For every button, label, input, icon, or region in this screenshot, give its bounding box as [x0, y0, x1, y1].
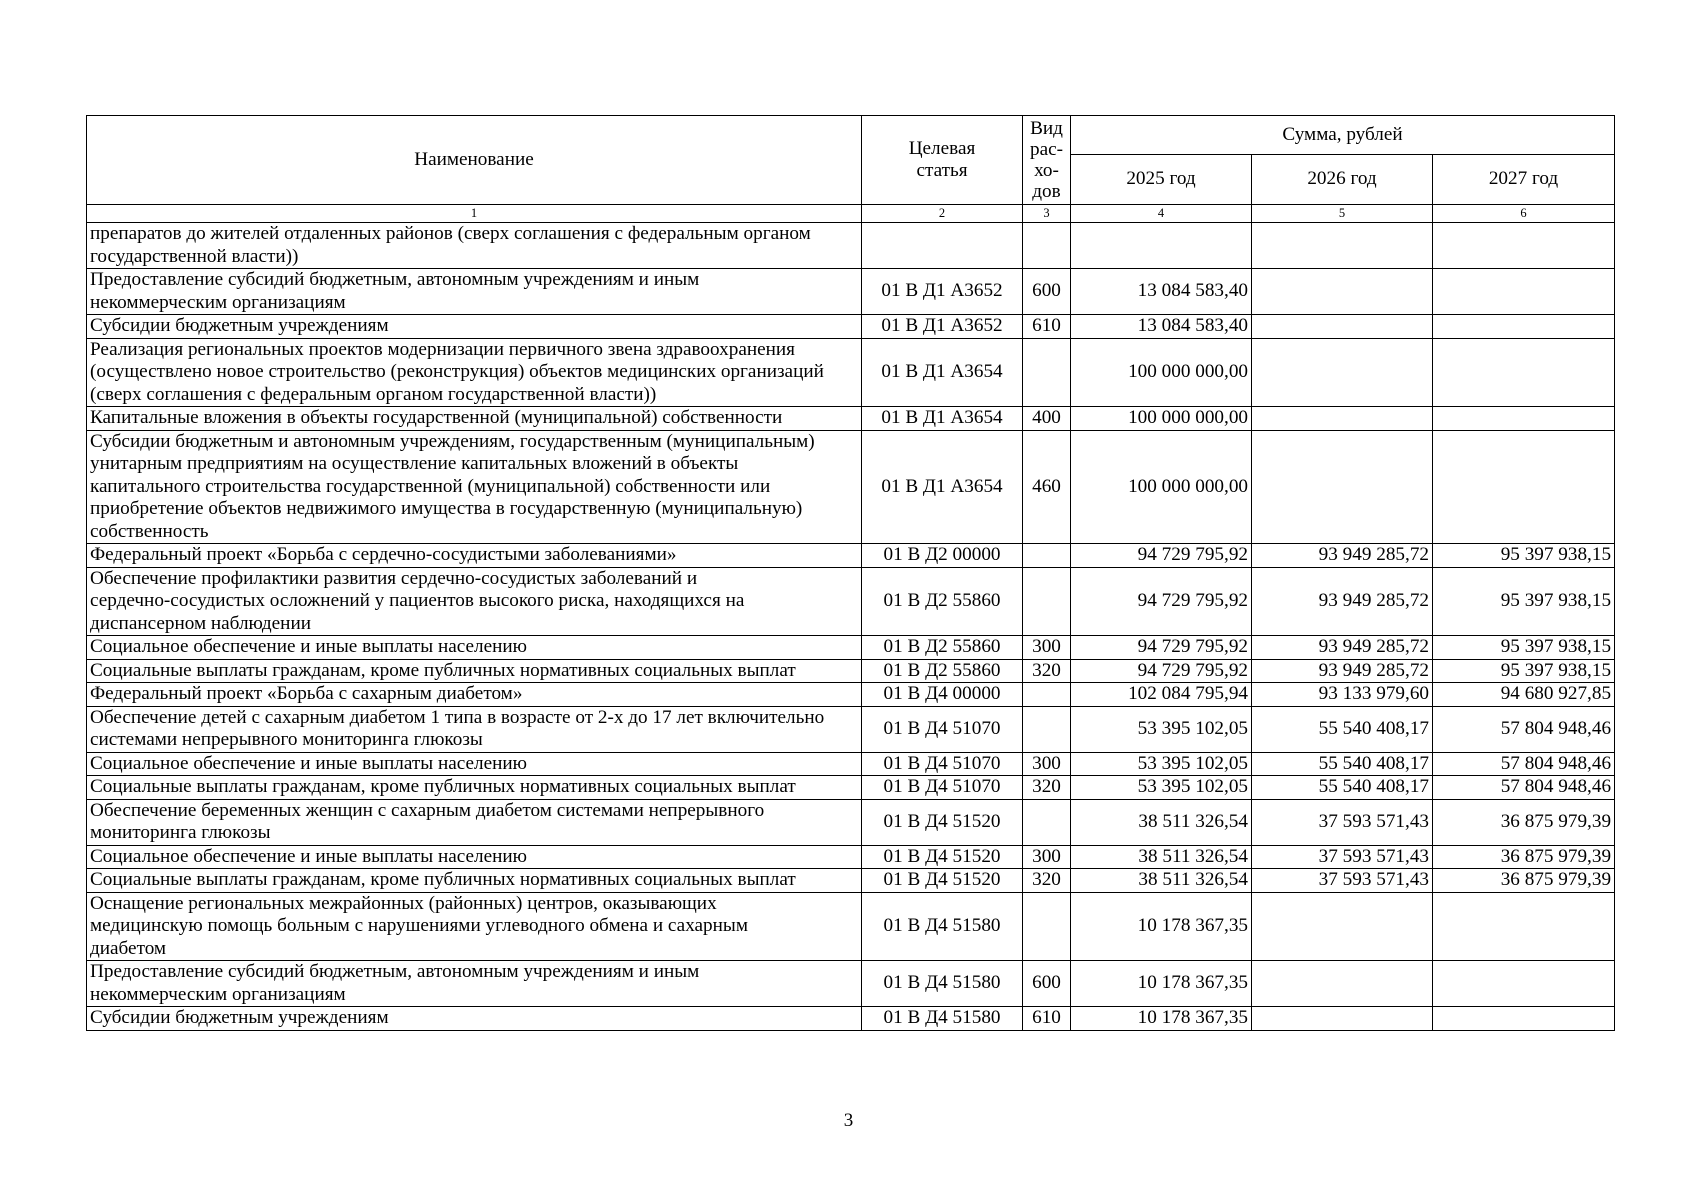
cell-expense-type: 320	[1023, 776, 1071, 800]
table-row	[87, 659, 1615, 683]
cell-target-article: 01 В Д2 00000	[862, 544, 1023, 568]
cell-sum-2026: 93 949 285,72	[1252, 544, 1433, 568]
cell-expense-type	[1023, 567, 1071, 636]
cell-name-line: Социальные выплаты гражданам, кроме публичных нормативных социальных выплат	[90, 869, 796, 890]
cell-sum-2027: 57 804 948,46	[1433, 752, 1615, 776]
cell-sum-2025: 13 084 583,40	[1071, 315, 1252, 339]
table-row	[87, 544, 1615, 568]
cell-name-line: Обеспечение беременных женщин с сахарным диабетом системами непрерывного	[90, 799, 765, 821]
header-type-line: дов	[1032, 181, 1061, 202]
cell-target-article: 01 В Д4 51070	[862, 752, 1023, 776]
cell-name-line: Обеспечение детей с сахарным диабетом 1 типа в возрасте от 2-х до 17 лет включительно	[90, 706, 825, 728]
cell-target-article: 01 В Д1 А3652	[862, 315, 1023, 339]
cell-name-line: унитарным предприятиям на осуществление капитальных вложений в объекты	[90, 453, 739, 474]
cell-name-line: Социальное обеспечение и иные выплаты населению	[90, 752, 527, 774]
cell-sum-2027: 57 804 948,46	[1433, 706, 1615, 752]
cell-expense-type	[1023, 338, 1071, 407]
cell-sum-2025: 10 178 367,35	[1071, 1007, 1252, 1031]
cell-sum-2026: 93 949 285,72	[1252, 636, 1433, 660]
cell-expense-type: 600	[1023, 961, 1071, 1007]
cell-sum-2026: 55 540 408,17	[1252, 706, 1433, 752]
cell-sum-2027: 95 397 938,15	[1433, 567, 1615, 636]
cell-name	[87, 430, 862, 544]
header-target-line2: статья	[916, 160, 968, 181]
table-row	[87, 706, 1615, 752]
cell-expense-type: 300	[1023, 845, 1071, 869]
cell-sum-2025: 38 511 326,54	[1071, 799, 1252, 845]
cell-target-article: 01 В Д1 А3654	[862, 338, 1023, 407]
table-row	[87, 430, 1615, 544]
cell-sum-2026	[1252, 1007, 1433, 1031]
cell-target-article	[862, 223, 1023, 269]
cell-sum-2026: 93 949 285,72	[1252, 659, 1433, 683]
cell-sum-2027: 36 875 979,39	[1433, 845, 1615, 869]
table-row	[87, 869, 1615, 893]
cell-target-article: 01 В Д4 51520	[862, 845, 1023, 869]
cell-expense-type: 610	[1023, 315, 1071, 339]
cell-name-line: Реализация региональных проектов модернизации первичного звена здравоохранения	[90, 338, 795, 360]
cell-target-article: 01 В Д4 51580	[862, 1007, 1023, 1031]
table-body	[87, 223, 1615, 1031]
cell-expense-type	[1023, 544, 1071, 568]
header-name: Наименование	[87, 116, 862, 205]
cell-sum-2026	[1252, 315, 1433, 339]
table-row	[87, 752, 1615, 776]
header-year-2025: 2025 год	[1071, 155, 1252, 205]
cell-sum-2026: 55 540 408,17	[1252, 752, 1433, 776]
cell-name-line: диспансерном наблюдении	[90, 612, 311, 634]
cell-sum-2025: 100 000 000,00	[1071, 338, 1252, 407]
table-row	[87, 776, 1615, 800]
cell-name	[87, 223, 862, 269]
cell-sum-2027	[1433, 1007, 1615, 1031]
cell-sum-2026	[1252, 338, 1433, 407]
cell-sum-2026: 93 949 285,72	[1252, 567, 1433, 636]
cell-sum-2026: 93 133 979,60	[1252, 683, 1433, 707]
cell-sum-2025: 53 395 102,05	[1071, 752, 1252, 776]
cell-name-line: Капитальные вложения в объекты государственной (муниципальной) собственности	[90, 407, 783, 428]
cell-name-line: Социальное обеспечение и иные выплаты населению	[90, 636, 527, 657]
cell-name-line: некоммерческим организациям	[90, 983, 346, 1005]
cell-sum-2027	[1433, 961, 1615, 1007]
cell-sum-2025	[1071, 223, 1252, 269]
table-row	[87, 269, 1615, 315]
cell-sum-2026	[1252, 892, 1433, 961]
cell-expense-type	[1023, 892, 1071, 961]
cell-name	[87, 961, 862, 1007]
cell-name	[87, 869, 862, 893]
cell-sum-2027	[1433, 269, 1615, 315]
table-header	[87, 116, 1615, 223]
cell-name	[87, 338, 862, 407]
cell-sum-2025: 13 084 583,40	[1071, 269, 1252, 315]
cell-name-line: Обеспечение профилактики развития сердечно-сосудистых заболеваний и	[90, 567, 698, 589]
cell-sum-2026	[1252, 407, 1433, 431]
cell-name-line: некоммерческим организациям	[90, 291, 346, 313]
cell-target-article: 01 В Д2 55860	[862, 567, 1023, 636]
cell-sum-2027	[1433, 892, 1615, 961]
table-row	[87, 845, 1615, 869]
cell-sum-2027: 57 804 948,46	[1433, 776, 1615, 800]
cell-name	[87, 799, 862, 845]
table-row	[87, 407, 1615, 431]
cell-target-article: 01 В Д4 51520	[862, 869, 1023, 893]
column-number: 2	[862, 205, 1023, 223]
cell-sum-2025: 94 729 795,92	[1071, 636, 1252, 660]
cell-target-article: 01 В Д1 А3654	[862, 407, 1023, 431]
cell-sum-2026: 37 593 571,43	[1252, 799, 1433, 845]
cell-name-line: Федеральный проект «Борьба с сердечно-сосудистыми заболеваниями»	[90, 544, 677, 565]
cell-sum-2027	[1433, 430, 1615, 544]
table-row	[87, 1007, 1615, 1031]
table-row	[87, 315, 1615, 339]
cell-expense-type: 460	[1023, 430, 1071, 544]
header-target-article	[862, 116, 1023, 205]
column-number: 1	[87, 205, 862, 223]
cell-sum-2025: 38 511 326,54	[1071, 845, 1252, 869]
cell-sum-2027	[1433, 407, 1615, 431]
column-number-row	[87, 205, 1615, 223]
cell-sum-2025: 53 395 102,05	[1071, 776, 1252, 800]
cell-target-article: 01 В Д4 51520	[862, 799, 1023, 845]
cell-name	[87, 752, 862, 776]
cell-name	[87, 776, 862, 800]
cell-sum-2027	[1433, 315, 1615, 339]
table-row	[87, 567, 1615, 636]
table-row	[87, 636, 1615, 660]
header-type-line: хо-	[1034, 160, 1059, 181]
cell-sum-2026	[1252, 223, 1433, 269]
table-row	[87, 338, 1615, 407]
cell-sum-2027: 95 397 938,15	[1433, 636, 1615, 660]
cell-name-line: Предоставление субсидий бюджетным, автономным учреждениям и иным	[90, 961, 700, 982]
cell-name-line: препаратов до жителей отдаленных районов (сверх соглашения с федеральным органом	[90, 223, 811, 244]
cell-sum-2027: 36 875 979,39	[1433, 799, 1615, 845]
cell-target-article: 01 В Д4 51070	[862, 776, 1023, 800]
header-type-line: рас-	[1029, 139, 1064, 160]
cell-expense-type: 300	[1023, 752, 1071, 776]
cell-name-line: Социальное обеспечение и иные выплаты населению	[90, 845, 527, 867]
cell-expense-type	[1023, 799, 1071, 845]
cell-name-line: (сверх соглашения с федеральным органом государственной власти))	[90, 383, 657, 405]
cell-name-line: Социальные выплаты гражданам, кроме публичных нормативных социальных выплат	[90, 659, 796, 681]
cell-expense-type: 610	[1023, 1007, 1071, 1031]
cell-name-line: диабетом	[90, 937, 167, 959]
header-type-line: Вид	[1030, 118, 1063, 139]
cell-sum-2027: 95 397 938,15	[1433, 544, 1615, 568]
cell-name	[87, 706, 862, 752]
cell-sum-2025: 100 000 000,00	[1071, 407, 1252, 431]
cell-sum-2027	[1433, 338, 1615, 407]
cell-name	[87, 683, 862, 707]
cell-sum-2026	[1252, 269, 1433, 315]
cell-name-line: медицинскую помощь больным с нарушениями углеводного обмена и сахарным	[90, 915, 748, 936]
column-number: 4	[1071, 205, 1252, 223]
cell-expense-type	[1023, 223, 1071, 269]
cell-sum-2025: 53 395 102,05	[1071, 706, 1252, 752]
cell-sum-2025: 38 511 326,54	[1071, 869, 1252, 893]
cell-expense-type: 600	[1023, 269, 1071, 315]
cell-target-article: 01 В Д4 00000	[862, 683, 1023, 707]
cell-expense-type: 400	[1023, 407, 1071, 431]
cell-name	[87, 567, 862, 636]
cell-sum-2025: 94 729 795,92	[1071, 567, 1252, 636]
cell-name-line: Социальные выплаты гражданам, кроме публичных нормативных социальных выплат	[90, 776, 796, 797]
column-number: 6	[1433, 205, 1615, 223]
table-row	[87, 799, 1615, 845]
cell-expense-type: 320	[1023, 659, 1071, 683]
table-row	[87, 683, 1615, 707]
cell-expense-type	[1023, 706, 1071, 752]
cell-name	[87, 544, 862, 568]
cell-name	[87, 1007, 862, 1031]
cell-sum-2026: 37 593 571,43	[1252, 869, 1433, 893]
cell-target-article: 01 В Д1 А3652	[862, 269, 1023, 315]
cell-sum-2025: 10 178 367,35	[1071, 892, 1252, 961]
cell-expense-type	[1023, 683, 1071, 707]
cell-target-article: 01 В Д2 55860	[862, 659, 1023, 683]
cell-target-article: 01 В Д1 А3654	[862, 430, 1023, 544]
header-year-2027: 2027 год	[1433, 155, 1615, 205]
cell-name	[87, 636, 862, 660]
cell-name-line: системами непрерывного мониторинга глюкозы	[90, 729, 483, 750]
header-target-line1: Целевая	[908, 137, 976, 159]
cell-name-line: мониторинга глюкозы	[90, 822, 271, 843]
header-sum: Сумма, рублей	[1071, 116, 1615, 155]
cell-name	[87, 315, 862, 339]
cell-name-line: Предоставление субсидий бюджетным, автономным учреждениям и иным	[90, 269, 700, 290]
page-number: 3	[843, 1110, 854, 1131]
cell-name-line: Оснащение региональных межрайонных (районных) центров, оказывающих	[90, 892, 717, 914]
cell-name-line: Субсидии бюджетным и автономным учреждениям, государственным (муниципальным)	[90, 430, 815, 452]
cell-target-article: 01 В Д4 51580	[862, 892, 1023, 961]
cell-name-line: собственность	[90, 520, 209, 542]
cell-name	[87, 845, 862, 869]
cell-sum-2027: 36 875 979,39	[1433, 869, 1615, 893]
cell-sum-2026: 55 540 408,17	[1252, 776, 1433, 800]
cell-name	[87, 659, 862, 683]
cell-target-article: 01 В Д2 55860	[862, 636, 1023, 660]
cell-sum-2025: 102 084 795,94	[1071, 683, 1252, 707]
cell-name	[87, 892, 862, 961]
cell-expense-type: 320	[1023, 869, 1071, 893]
cell-sum-2026	[1252, 430, 1433, 544]
cell-target-article: 01 В Д4 51070	[862, 706, 1023, 752]
cell-name	[87, 269, 862, 315]
cell-sum-2027: 95 397 938,15	[1433, 659, 1615, 683]
cell-name-line: (осуществлено новое строительство (реконструкция) объектов медицинских организаций	[90, 361, 824, 382]
table-row	[87, 961, 1615, 1007]
cell-name-line: сердечно-сосудистых осложнений у пациентов высокого риска, находящихся на	[90, 590, 745, 611]
cell-target-article: 01 В Д4 51580	[862, 961, 1023, 1007]
table-row	[87, 892, 1615, 961]
column-number: 3	[1023, 205, 1071, 223]
cell-name-line: Субсидии бюджетным учреждениям	[90, 1007, 389, 1028]
cell-sum-2025: 94 729 795,92	[1071, 544, 1252, 568]
header-year-2026: 2026 год	[1252, 155, 1433, 205]
cell-sum-2025: 100 000 000,00	[1071, 430, 1252, 544]
cell-sum-2026: 37 593 571,43	[1252, 845, 1433, 869]
cell-sum-2026	[1252, 961, 1433, 1007]
cell-name-line: приобретение объектов недвижимого имущества в государственную (муниципальную)	[90, 498, 803, 519]
cell-name-line: Субсидии бюджетным учреждениям	[90, 315, 389, 336]
header-expense-type	[1023, 116, 1071, 205]
cell-name-line: государственной власти))	[90, 245, 299, 267]
cell-name-line: Федеральный проект «Борьба с сахарным диабетом»	[90, 683, 523, 704]
cell-expense-type: 300	[1023, 636, 1071, 660]
cell-name	[87, 407, 862, 431]
cell-name-line: капитального строительства государственной (муниципальной) собственности или	[90, 475, 771, 497]
table-row	[87, 223, 1615, 269]
cell-sum-2027: 94 680 927,85	[1433, 683, 1615, 707]
column-number: 5	[1252, 205, 1433, 223]
cell-sum-2025: 10 178 367,35	[1071, 961, 1252, 1007]
cell-sum-2025: 94 729 795,92	[1071, 659, 1252, 683]
budget-table	[86, 115, 1615, 1031]
cell-sum-2027	[1433, 223, 1615, 269]
